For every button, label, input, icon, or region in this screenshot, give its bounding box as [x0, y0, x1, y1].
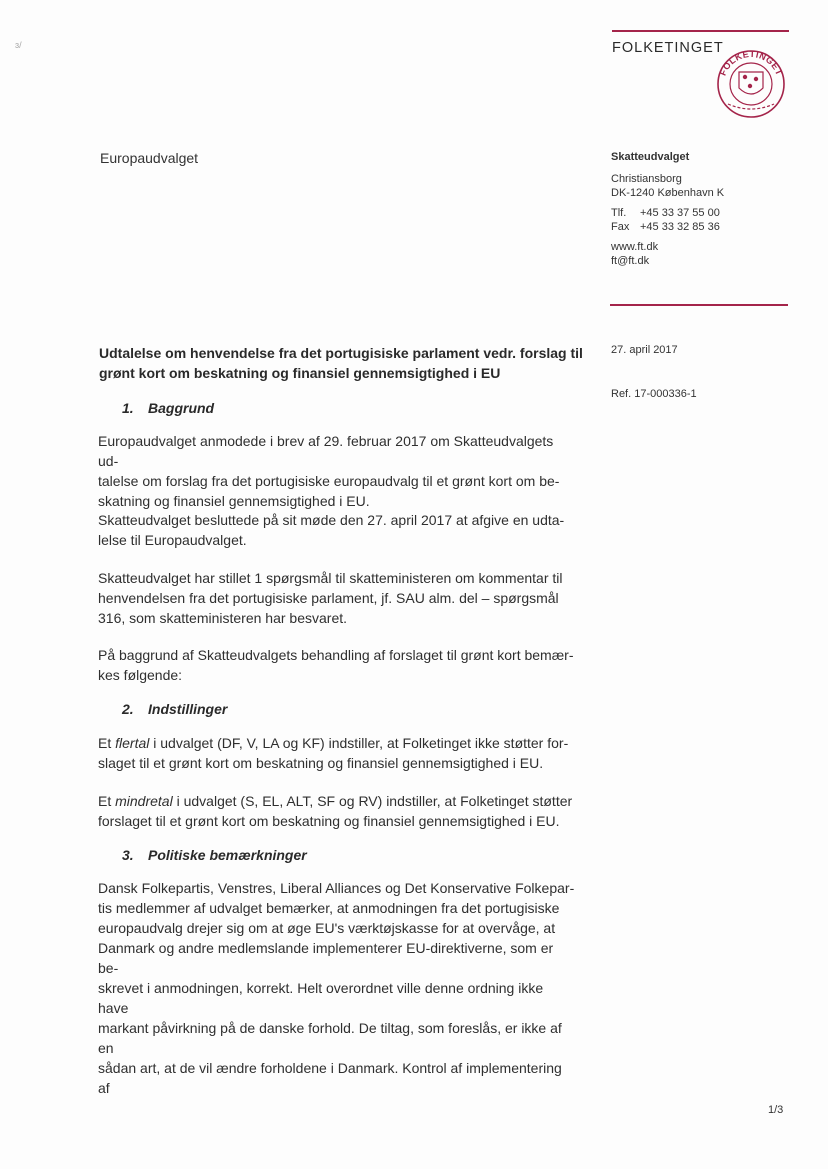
- background-paragraph-4: [98, 645, 576, 685]
- fax-label: Fax: [611, 221, 630, 233]
- text-line: skrevet i anmodningen, korrekt. Helt overordnet ville denne ordning ikke have: [98, 980, 544, 1016]
- text-line: forslaget til et grønt kort om beskatning og finansiel gennemsigtighed i EU.: [98, 813, 560, 829]
- top-rule: [612, 30, 789, 32]
- text-line: Dansk Folkepartis, Venstres, Liberal Alliances og Det Konservative Folkepar-: [98, 880, 575, 896]
- political-remarks-paragraph: [98, 878, 576, 1098]
- address-line-1: Christiansborg: [611, 172, 682, 185]
- text-line: talelse om forslag fra det portugisiske europaudvalg til et grønt kort om be-: [98, 473, 560, 489]
- letter-date: 27. april 2017: [611, 344, 678, 356]
- section-number: 2.: [122, 701, 134, 717]
- reference-number: Ref. 17-000336-1: [611, 388, 697, 400]
- email-link[interactable]: ft@ft.dk: [611, 255, 650, 267]
- majority-prefix: Et: [98, 735, 116, 751]
- committee-name: Skatteudvalget: [611, 151, 690, 163]
- text-line: Skatteudvalget har stillet 1 spørgsmål til skatteministeren om kommentar til: [98, 570, 563, 586]
- contact-table: [611, 206, 720, 235]
- section-title: Politiske bemærkninger: [148, 847, 307, 863]
- section-title: Indstillinger: [148, 701, 228, 717]
- minority-line-rest: i udvalget (S, EL, ALT, SF og RV) indstiller, at Folketinget støtter: [172, 793, 573, 809]
- organization-name: FOLKETINGET: [612, 40, 724, 56]
- section-number: 3.: [122, 847, 134, 863]
- majority-term: flertal: [115, 735, 150, 751]
- text-line: Skatteudvalget besluttede på sit møde den 27. april 2017 at afgive en udta-: [98, 512, 565, 528]
- folketinget-seal-logo: [714, 50, 788, 118]
- section-heading-indstillinger: [122, 701, 227, 717]
- website-link[interactable]: www.ft.dk: [611, 240, 659, 253]
- majority-line-rest: i udvalget (DF, V, LA og KF) indstiller, at Folketinget ikke støtter for-: [149, 735, 569, 751]
- text-line: [98, 791, 576, 811]
- text-line: slaget til et grønt kort om beskatning og finansiel gennemsigtighed i EU.: [98, 755, 544, 771]
- text-line: Danmark og andre medlemslande implementerer EU-direktiverne, som er be-: [98, 940, 554, 976]
- sender-block: [611, 150, 724, 269]
- section-number: 1.: [122, 400, 134, 416]
- minority-term: mindretal: [115, 793, 173, 809]
- phone-number: +45 33 37 55 00: [640, 206, 720, 219]
- text-line: lelse til Europaudvalget.: [98, 532, 247, 548]
- seal-text: FOLKETINGET: [717, 50, 785, 78]
- text-line: 316, som skatteministeren har besvaret.: [98, 610, 348, 626]
- scan-mark: ɜ/: [15, 40, 22, 50]
- address-line-2: DK-1240 København K: [611, 187, 725, 199]
- text-line: tis medlemmer af udvalget bemærker, at anmodningen fra det portugisiske: [98, 900, 560, 916]
- mid-rule: [610, 304, 788, 306]
- text-line: skatning og finansiel gennemsigtighed i EU.: [98, 493, 370, 509]
- minority-prefix: Et: [98, 793, 116, 809]
- text-line: [98, 733, 576, 753]
- majority-recommendation: [98, 733, 576, 773]
- text-line: markant påvirkning på de danske forhold. De tiltag, som foreslås, er ikke af en: [98, 1020, 562, 1056]
- background-paragraph-1: [98, 431, 576, 511]
- recipient: Europaudvalget: [100, 150, 199, 166]
- background-paragraph-2: [98, 510, 576, 550]
- text-line: henvendelsen fra det portugisiske parlament, jf. SAU alm. del – spørgsmål: [98, 590, 559, 606]
- phone-label: Tlf.: [611, 206, 627, 219]
- page-number: 1/3: [768, 1104, 784, 1116]
- text-line: europaudvalg drejer sig om at øge EU's værktøjskasse for at overvåge, at: [98, 920, 556, 936]
- section-title: Baggrund: [148, 400, 215, 416]
- text-line: sådan art, at de vil ændre forholdene i Danmark. Kontrol af implementering af: [98, 1060, 562, 1096]
- text-line: Europaudvalget anmodede i brev af 29. februar 2017 om Skatteudvalgets ud-: [98, 433, 554, 469]
- fax-number: +45 33 32 85 36: [640, 221, 720, 233]
- subject-heading: Udtalelse om henvendelse fra det portugisiske parlament vedr. forslag til grønt kort om beskatning og finansiel gennemsigtighed i EU: [99, 345, 583, 381]
- background-paragraph-3: [98, 568, 576, 628]
- minority-recommendation: [98, 791, 576, 831]
- text-line: kes følgende:: [98, 667, 183, 683]
- section-heading-politiske-bemaerkninger: [122, 847, 307, 863]
- section-heading-baggrund: [122, 400, 214, 416]
- text-line: På baggrund af Skatteudvalgets behandling af forslaget til grønt kort bemær-: [98, 647, 574, 663]
